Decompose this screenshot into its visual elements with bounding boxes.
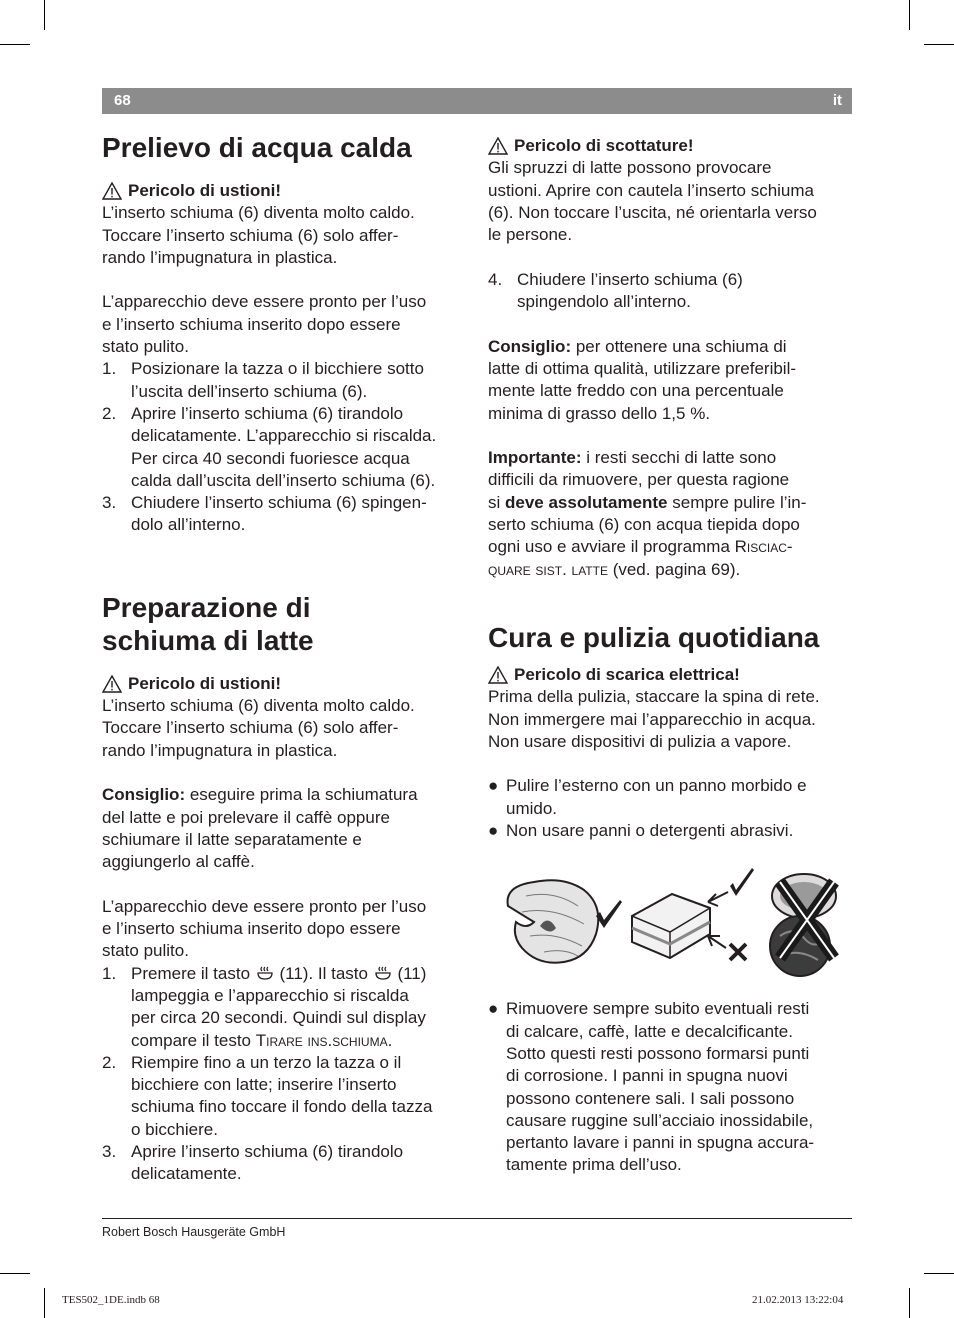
warning-heading <box>102 673 472 695</box>
step-line <box>131 963 472 985</box>
step-line: schiuma fino toccare il fondo della tazza <box>131 1097 433 1117</box>
bullet-dot: ● <box>488 999 499 1019</box>
tip-line <box>102 784 472 806</box>
step-line: delicatamente. L’apparecchio si riscalda. <box>131 426 437 446</box>
warning-line: ustioni. Aprire con cautela l’inserto schiuma <box>488 180 814 200</box>
sponge-image <box>632 894 710 958</box>
step-line: Per circa 40 secondi fuoriesce acqua <box>131 448 410 468</box>
crop-mark <box>924 44 954 45</box>
step-number: 2. <box>102 1052 117 1072</box>
important-text: sempre pulire l’in- <box>667 492 807 512</box>
step-item <box>102 1052 472 1141</box>
right-column <box>488 135 858 1177</box>
arrow-icon <box>708 892 728 906</box>
crop-mark <box>909 0 910 30</box>
intro-line: stato pulito. <box>102 941 189 961</box>
warning-heading <box>488 135 858 157</box>
step-number: 2. <box>102 403 117 423</box>
warning-line: Toccare l’inserto schiuma (6) solo affer- <box>102 225 399 245</box>
soft-cloth-image <box>508 880 599 963</box>
warning-line: Non immergere mai l’apparecchio in acqua. <box>488 709 816 729</box>
bullet-line: di calcare, caffè, latte e decalcificante. <box>506 1021 793 1041</box>
bullet-dot: ● <box>488 821 499 841</box>
warning-line: (6). Non toccare l’uscita, né orientarla verso <box>488 202 817 222</box>
checkmark-icon <box>730 868 754 896</box>
warning-heading <box>488 664 858 686</box>
page-header-bar <box>102 88 852 114</box>
warning-line: rando l’impugnatura in plastica. <box>102 740 338 760</box>
tip-text: per ottenere una schiuma di <box>571 336 787 356</box>
steam-milk-icon <box>255 965 275 981</box>
cleaning-materials-illustration <box>504 866 840 978</box>
important-text: si <box>488 492 505 512</box>
step-line: dolo all’interno. <box>131 515 246 535</box>
title-line: Preparazione di <box>102 591 311 623</box>
important-line: difficili da rimuovere, per questa ragione <box>488 470 790 490</box>
crop-mark <box>44 0 45 30</box>
company-name: Robert Bosch Hausgeräte GmbH <box>102 1225 286 1239</box>
bullet-list <box>488 998 858 1176</box>
steps-list <box>102 963 472 1186</box>
section-title-hot-water: Prelievo di acqua calda <box>102 132 412 163</box>
step-item <box>102 358 472 403</box>
step-line: calda dall’uscita dell’inserto schiuma (6). <box>131 470 436 490</box>
warning-title: Pericolo di ustioni! <box>128 673 282 693</box>
warning-triangle-icon <box>488 666 508 684</box>
step-line: spingendolo all’interno. <box>517 292 691 312</box>
step-line: Aprire l’inserto schiuma (6) tirandolo <box>131 1141 404 1161</box>
important-text: i resti secchi di latte sono <box>581 448 777 468</box>
warning-line: L’inserto schiuma (6) diventa molto caldo. <box>102 696 415 716</box>
intro-line: L’apparecchio deve essere pronto per l’uso <box>102 292 427 312</box>
bullet-line: Pulire l’esterno con un panno morbido e <box>506 776 807 796</box>
tip-line: minima di grasso dello 1,5 %. <box>488 403 711 423</box>
tip-line: del latte e poi prelevare il caffè oppure <box>102 807 390 827</box>
bullet-item <box>488 998 858 1176</box>
warning-line: Prima della pulizia, staccare la spina di rete. <box>488 687 820 707</box>
step-text: Premere il tasto <box>131 963 255 983</box>
step-line: Posizionare la tazza o il bicchiere sotto <box>131 359 424 379</box>
bullet-line: di corrosione. I panni in spugna nuovi <box>506 1066 788 1086</box>
bullet-line: Rimuovere sempre subito eventuali resti <box>506 999 810 1019</box>
page-number: 68 <box>114 92 131 109</box>
cross-icon <box>730 944 746 960</box>
warning-line: Gli spruzzi di latte possono provocare <box>488 158 772 178</box>
warning-triangle-icon <box>102 182 122 200</box>
warning-title: Pericolo di scarica elettrica! <box>514 664 740 684</box>
bullet-line: pertanto lavare i panni in spugna accura- <box>506 1133 815 1153</box>
bullet-line: Non usare panni o detergenti abrasivi. <box>506 821 794 841</box>
step-text: compare il testo <box>131 1030 256 1050</box>
intro-line: stato pulito. <box>102 337 189 357</box>
tip-line: mente latte freddo con una percentuale <box>488 381 784 401</box>
program-name: Risciac- <box>734 537 793 557</box>
print-slug-date: 21.02.2013 13:22:04 <box>752 1294 844 1306</box>
tip-text: eseguire prima la schiumatura <box>185 785 418 805</box>
step-line: o bicchiere. <box>131 1119 218 1139</box>
tip-line <box>488 336 858 358</box>
display-text: Tirare ins.schiuma <box>255 1030 388 1050</box>
important-text: (ved. pagina 69). <box>607 559 741 579</box>
crop-mark <box>0 1273 30 1274</box>
steps-list <box>488 269 858 314</box>
step-number: 3. <box>102 493 117 513</box>
step-item <box>102 492 472 537</box>
step-number: 3. <box>102 1141 117 1161</box>
steps-list <box>102 358 472 536</box>
important-line: serto schiuma (6) con acqua tiepida dopo <box>488 515 800 535</box>
step-item <box>102 403 472 492</box>
crop-mark <box>0 44 30 45</box>
warning-line: Non usare dispositivi di pulizia a vapore. <box>488 731 792 751</box>
tip-label: Consiglio: <box>102 785 186 805</box>
warning-line: Toccare l’inserto schiuma (6) solo affer- <box>102 718 399 738</box>
crop-mark <box>909 1288 910 1318</box>
step-line: bicchiere con latte; inserire l’inserto <box>131 1075 397 1095</box>
step-number: 4. <box>488 269 503 289</box>
step-text: . <box>387 1030 393 1050</box>
important-line <box>488 559 858 581</box>
intro-line: L’apparecchio deve essere pronto per l’uso <box>102 896 427 916</box>
tip-line: latte di ottima qualità, utilizzare preferibil- <box>488 358 797 378</box>
program-name: quare sist. latte <box>488 559 608 579</box>
important-line <box>488 447 858 469</box>
warning-heading <box>102 180 472 202</box>
bullet-line: Sotto questi resti possono formarsi punti <box>506 1043 810 1063</box>
important-line <box>488 492 858 514</box>
bullet-item <box>488 775 858 820</box>
step-item <box>488 269 858 314</box>
section-title-daily-care: Cura e pulizia quotidiana <box>488 621 820 653</box>
steam-milk-icon <box>373 965 393 981</box>
crop-mark <box>44 1288 45 1318</box>
language-code: it <box>832 92 842 109</box>
step-item <box>102 1141 472 1186</box>
arrow-icon <box>708 936 726 948</box>
checkmark-icon <box>596 900 622 928</box>
warning-line: rando l’impugnatura in plastica. <box>102 247 338 267</box>
step-line <box>131 1030 472 1052</box>
step-line: per circa 20 secondi. Quindi sul display <box>131 1008 426 1028</box>
tip-line: schiumare il latte separatamente e <box>102 829 362 849</box>
warning-title: Pericolo di scottature! <box>514 136 694 155</box>
step-number: 1. <box>102 963 117 983</box>
bullet-line: causare ruggine sull’acciaio inossidabile, <box>506 1110 814 1130</box>
step-line: lampeggia e l’apparecchio si riscalda <box>131 985 409 1005</box>
step-line: Chiudere l’inserto schiuma (6) <box>517 269 743 289</box>
step-line: Aprire l’inserto schiuma (6) tirandolo <box>131 403 404 423</box>
step-line: delicatamente. <box>131 1164 242 1184</box>
important-label: Importante: <box>488 448 582 468</box>
intro-line: e l’inserto schiuma inserito dopo essere <box>102 919 401 939</box>
warning-line: le persone. <box>488 225 573 245</box>
tip-label: Consiglio: <box>488 336 572 356</box>
step-text: (11). Il tasto <box>274 963 373 983</box>
warning-triangle-icon <box>488 137 508 155</box>
important-line <box>488 536 858 558</box>
bullet-line: tamente prima dell’uso. <box>506 1155 682 1175</box>
warning-title: Pericolo di ustioni! <box>128 181 282 200</box>
warning-line: L’inserto schiuma (6) diventa molto caldo. <box>102 203 415 223</box>
step-line: l’uscita dell’inserto schiuma (6). <box>131 381 368 401</box>
intro-line: e l’inserto schiuma inserito dopo essere <box>102 314 401 334</box>
bullet-line: umido. <box>506 798 558 818</box>
bullet-line: possono contenere sali. I sali possono <box>506 1088 795 1108</box>
warning-triangle-icon <box>102 675 122 693</box>
bullet-list <box>488 775 858 842</box>
print-slug-file: TES502_1DE.indb 68 <box>62 1294 160 1306</box>
step-text: (11) <box>392 963 427 983</box>
bullet-item <box>488 820 858 842</box>
bullet-dot: ● <box>488 776 499 796</box>
step-line: Chiudere l’inserto schiuma (6) spingen- <box>131 493 427 513</box>
title-line: schiuma di latte <box>102 624 314 656</box>
left-column <box>102 131 472 1186</box>
section-title-milk-froth <box>102 591 472 657</box>
important-emphasis: deve assolutamente <box>505 492 668 512</box>
footer-rule <box>102 1218 852 1219</box>
step-number: 1. <box>102 359 117 379</box>
tip-line: aggiungerlo al caffè. <box>102 852 255 872</box>
step-item <box>102 963 472 1052</box>
important-text: ogni uso e avviare il programma <box>488 537 735 557</box>
crop-mark <box>924 1273 954 1274</box>
step-line: Riempire fino a un terzo la tazza o il <box>131 1052 402 1072</box>
